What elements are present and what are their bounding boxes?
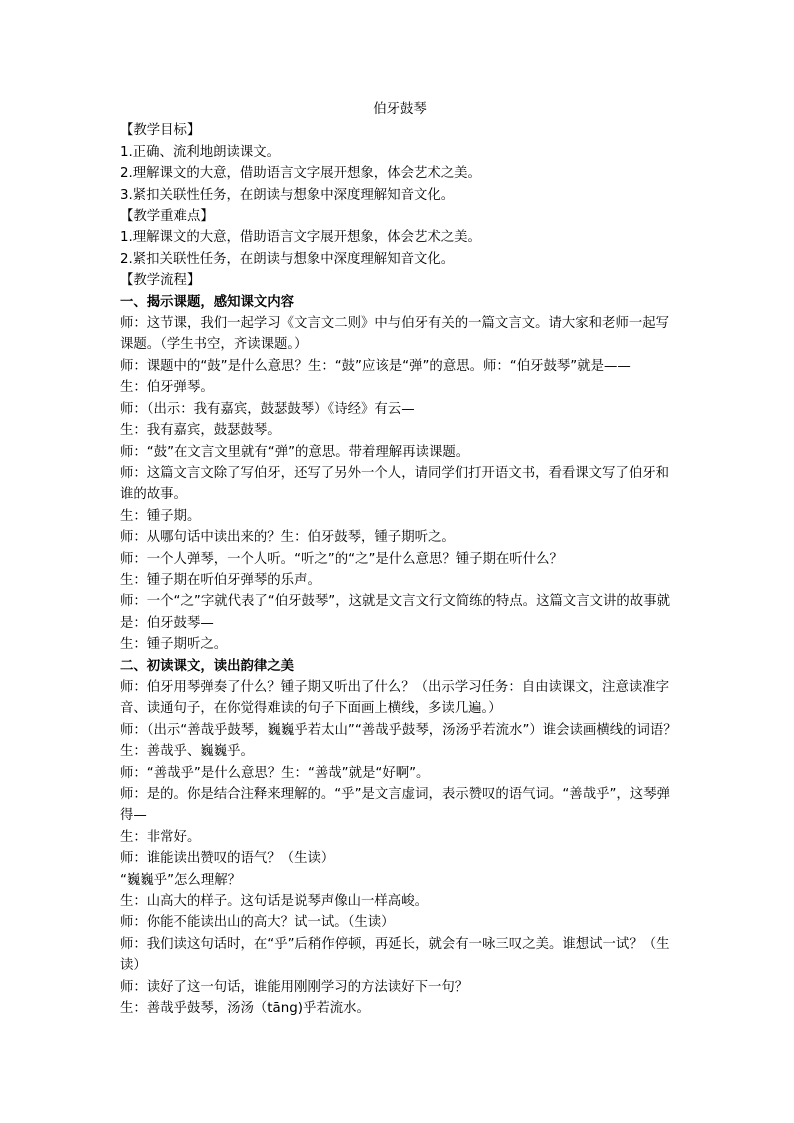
document-body bbox=[120, 120, 680, 1019]
paragraph-line: 生：锺子期。 bbox=[120, 508, 201, 524]
paragraph-line: 师：一个人弹琴，一个人听。“听之”的“之”是什么意思？锺子期在听什么？ bbox=[120, 551, 563, 567]
paragraph-line: 2.理解课文的大意，借助语言文字展开想象，体会艺术之美。 bbox=[120, 166, 481, 182]
paragraph-line: 师：伯牙用琴弹奏了什么？锺子期又听出了什么？（出示学习任务：自由读课文，注意读准字音、读通句子，在你觉得难读的句子下面画上横线，多读几遍。） bbox=[120, 679, 670, 717]
paragraph-line: 师：这节课，我们一起学习《文言文二则》中与伯牙有关的一篇文言文。请大家和老师一起写课题。（学生书空，齐读课题。） bbox=[120, 316, 670, 353]
paragraph-line: 生：非常好。 bbox=[120, 829, 201, 845]
paragraph-line: 生：锺子期在听伯牙弹琴的乐声。 bbox=[120, 572, 321, 588]
paragraph-line: 生：善哉乎、巍巍乎。 bbox=[120, 744, 254, 760]
document-title: 伯牙鼓琴 bbox=[373, 102, 427, 117]
paragraph-line: 师：“鼓”在文言文里就有“弹”的意思。带着理解再读课题。 bbox=[120, 444, 470, 460]
paragraph-line: 师：谁能读出赞叹的语气？（生读） bbox=[120, 851, 335, 867]
paragraph-line: 师：“善哉乎”是什么意思？生：“善哉”就是“好啊”。 bbox=[120, 765, 430, 781]
paragraph-line: 师：我们读这句话时，在“乎”后稍作停顿，再延长，就会有一咏三叹之美。谁想试一试？（生读） bbox=[120, 936, 670, 974]
paragraph-line: 生：山高大的样子。这句话是说琴声像山一样高峻。 bbox=[120, 894, 428, 910]
paragraph-line: 师：是的。你是结合注释来理解的。“乎”是文言虚词，表示赞叹的语气词。“善哉乎”，这琴弹得— bbox=[120, 787, 670, 824]
paragraph-line: 生：伯牙弹琴。 bbox=[120, 380, 214, 396]
paragraph-line: 生：锺子期听之。 bbox=[120, 637, 228, 653]
paragraph-line: 3.紧扣关联性任务，在朗读与想象中深度理解知音文化。 bbox=[120, 187, 455, 203]
paragraph-line: 【教学流程】 bbox=[120, 273, 201, 289]
paragraph-line: 【教学重难点】 bbox=[120, 209, 214, 225]
paragraph-line: 师：课题中的“鼓”是什么意思？生：“鼓”应该是“弹”的意思。师：“伯牙鼓琴”就是—— bbox=[120, 358, 631, 374]
paragraph-line: 师：你能不能读出山的高大？试一试。（生读） bbox=[120, 915, 395, 931]
paragraph-line: 师：一个“之”字就代表了“伯牙鼓琴”，这就是文言文行文简练的特点。这篇文言文讲的故事就是：伯牙鼓琴— bbox=[120, 594, 670, 631]
paragraph-line: 1.正确、流利地朗读课文。 bbox=[120, 144, 281, 160]
paragraph-line: “巍巍乎”怎么理解？ bbox=[120, 872, 241, 888]
paragraph-line: 1.理解课文的大意，借助语言文字展开想象，体会艺术之美。 bbox=[120, 230, 481, 246]
paragraph-line: 师：（出示：我有嘉宾，鼓瑟鼓琴）《诗经》有云— bbox=[120, 401, 415, 417]
paragraph-line: 师：从哪句话中读出来的？生：伯牙鼓琴，锺子期听之。 bbox=[120, 530, 455, 546]
paragraph-line: 【教学目标】 bbox=[120, 123, 201, 139]
paragraph-line: 师：这篇文言文除了写伯牙，还写了另外一个人，请同学们打开语文书，看看课文写了伯牙和谁的故事。 bbox=[120, 465, 670, 503]
paragraph-line: 生：善哉乎鼓琴，汤汤（tāng)乎若流水。 bbox=[120, 1001, 370, 1017]
section-heading: 一、揭示课题，感知课文内容 bbox=[120, 294, 295, 310]
paragraph-line: 师：（出示“善哉乎鼓琴，巍巍乎若太山”“善哉乎鼓琴，汤汤乎若流水”）谁会读画横线的词语？ bbox=[120, 722, 677, 738]
paragraph-line: 生：我有嘉宾，鼓瑟鼓琴。 bbox=[120, 423, 281, 439]
section-heading: 二、初读课文，读出韵律之美 bbox=[120, 658, 295, 674]
paragraph-line: 师：读好了这一句话，谁能用刚刚学习的方法读好下一句？ bbox=[120, 979, 469, 995]
document-page bbox=[120, 99, 680, 1019]
paragraph-line: 2.紧扣关联性任务，在朗读与想象中深度理解知音文化。 bbox=[120, 251, 455, 267]
